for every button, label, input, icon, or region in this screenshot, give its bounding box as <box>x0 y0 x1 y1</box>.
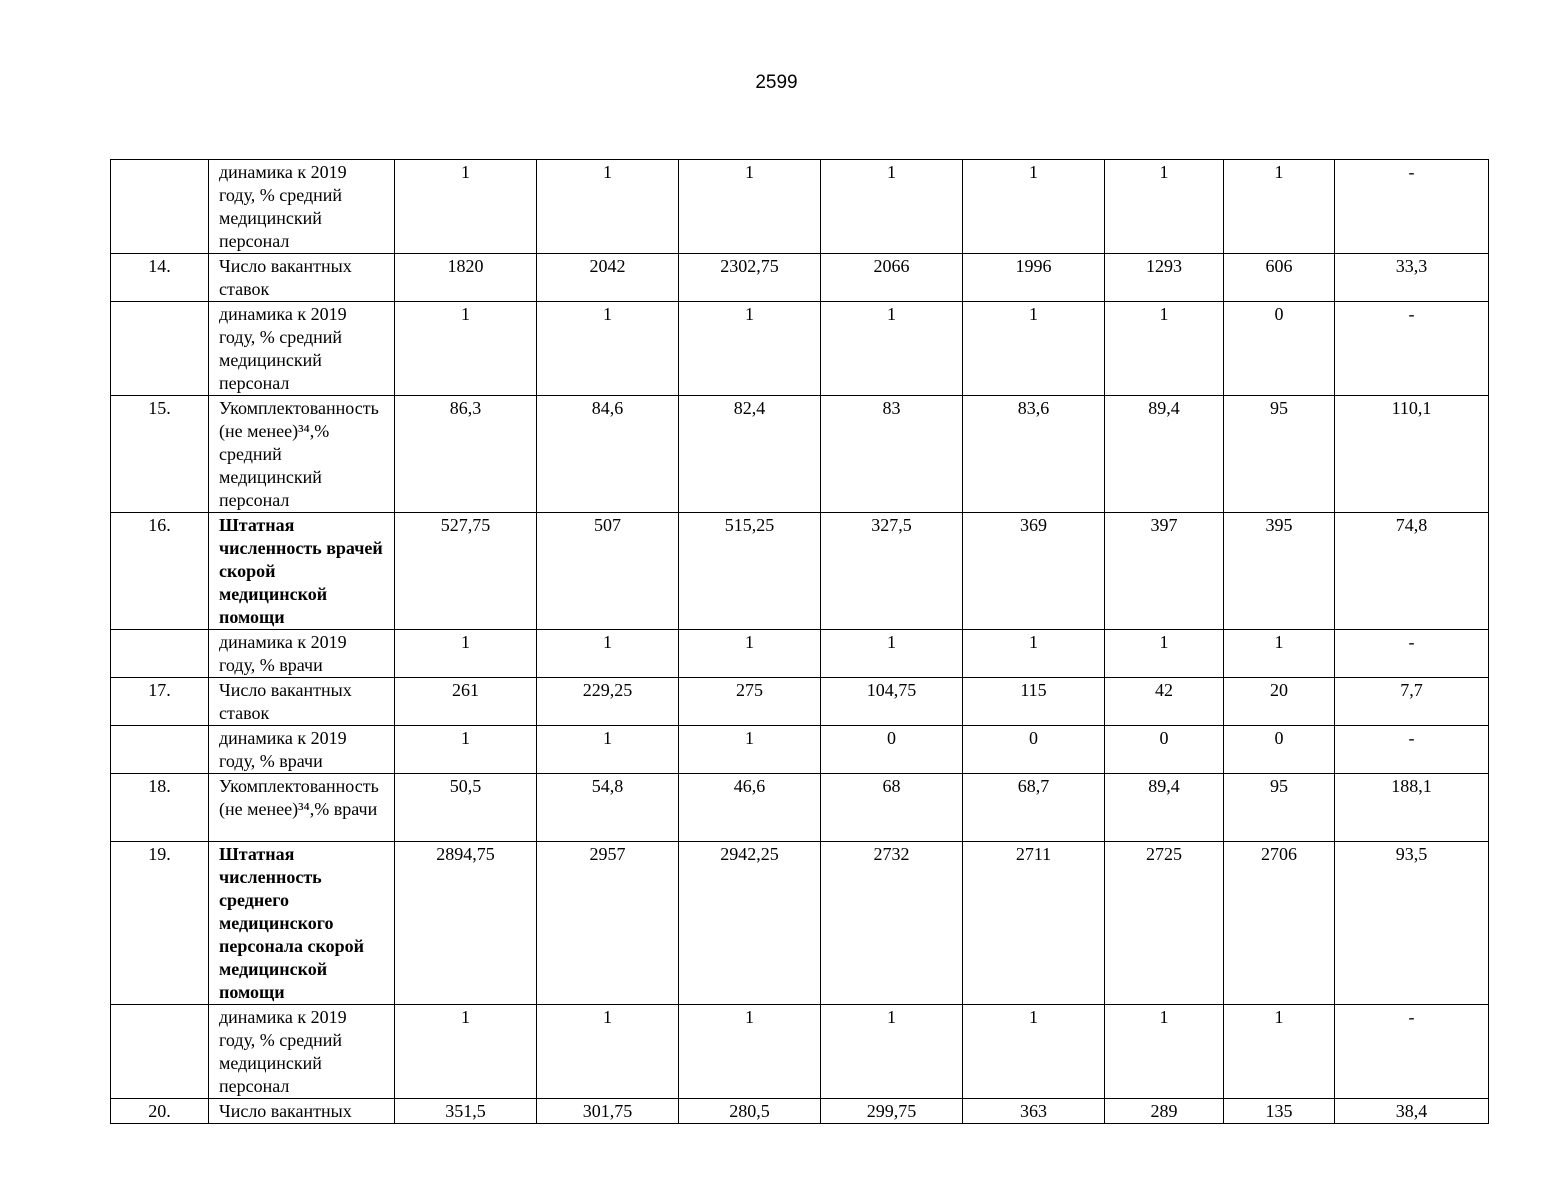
row-number <box>111 1005 209 1099</box>
value-cell: 1 <box>1224 630 1335 678</box>
value-cell: 1 <box>395 630 537 678</box>
value-cell: 104,75 <box>821 678 963 726</box>
value-cell: 42 <box>1105 678 1224 726</box>
value-cell: 1 <box>1105 1005 1224 1099</box>
table-row <box>111 513 1489 630</box>
row-number: 18. <box>111 774 209 842</box>
value-cell: 2711 <box>963 842 1105 1005</box>
value-cell: - <box>1335 1005 1489 1099</box>
value-cell: 1 <box>1224 1005 1335 1099</box>
value-cell: - <box>1335 302 1489 396</box>
value-cell: 54,8 <box>537 774 679 842</box>
value-cell: 0 <box>1105 726 1224 774</box>
value-cell: 515,25 <box>679 513 821 630</box>
value-cell: 1 <box>679 1005 821 1099</box>
row-number <box>111 726 209 774</box>
value-cell: 95 <box>1224 774 1335 842</box>
value-cell: - <box>1335 160 1489 254</box>
table-row <box>111 678 1489 726</box>
value-cell: 1 <box>1105 630 1224 678</box>
value-cell: 1 <box>1105 160 1224 254</box>
value-cell: 38,4 <box>1335 1099 1489 1124</box>
value-cell: 0 <box>821 726 963 774</box>
value-cell: 527,75 <box>395 513 537 630</box>
value-cell: 1 <box>679 302 821 396</box>
value-cell: 84,6 <box>537 396 679 513</box>
value-cell: 33,3 <box>1335 254 1489 302</box>
value-cell: 275 <box>679 678 821 726</box>
row-label: Укомплектованность (не менее)³⁴,% врачи <box>209 774 395 842</box>
value-cell: 86,3 <box>395 396 537 513</box>
table-row <box>111 160 1489 254</box>
value-cell: - <box>1335 630 1489 678</box>
row-number: 17. <box>111 678 209 726</box>
value-cell: 397 <box>1105 513 1224 630</box>
data-table <box>110 159 1489 1124</box>
row-label: динамика к 2019 году, % средний медицинский персонал <box>209 160 395 254</box>
row-label: Штатная численность среднего медицинского персонала скорой медицинской помощи <box>209 842 395 1005</box>
value-cell: 2706 <box>1224 842 1335 1005</box>
value-cell: 74,8 <box>1335 513 1489 630</box>
row-label: динамика к 2019 году, % средний медицинский персонал <box>209 302 395 396</box>
value-cell: 68,7 <box>963 774 1105 842</box>
value-cell: 50,5 <box>395 774 537 842</box>
value-cell: 1 <box>963 1005 1105 1099</box>
value-cell: 1 <box>537 160 679 254</box>
value-cell: 83 <box>821 396 963 513</box>
value-cell: 115 <box>963 678 1105 726</box>
value-cell: 1 <box>963 160 1105 254</box>
value-cell: 89,4 <box>1105 396 1224 513</box>
value-cell: 351,5 <box>395 1099 537 1124</box>
value-cell: 188,1 <box>1335 774 1489 842</box>
value-cell: 1 <box>679 630 821 678</box>
value-cell: 327,5 <box>821 513 963 630</box>
value-cell: 229,25 <box>537 678 679 726</box>
value-cell: 0 <box>1224 302 1335 396</box>
value-cell: 83,6 <box>963 396 1105 513</box>
value-cell: 301,75 <box>537 1099 679 1124</box>
row-number <box>111 302 209 396</box>
value-cell: 1 <box>679 726 821 774</box>
value-cell: 82,4 <box>679 396 821 513</box>
row-label: динамика к 2019 году, % средний медицинский персонал <box>209 1005 395 1099</box>
table-row <box>111 842 1489 1005</box>
value-cell: 1 <box>821 1005 963 1099</box>
value-cell: 2725 <box>1105 842 1224 1005</box>
value-cell: 289 <box>1105 1099 1224 1124</box>
row-label: Число вакантных <box>209 1099 395 1124</box>
value-cell: 95 <box>1224 396 1335 513</box>
value-cell: 2942,25 <box>679 842 821 1005</box>
value-cell: 363 <box>963 1099 1105 1124</box>
value-cell: 507 <box>537 513 679 630</box>
row-number: 16. <box>111 513 209 630</box>
table-row <box>111 726 1489 774</box>
value-cell: 1 <box>537 630 679 678</box>
value-cell: 1 <box>1105 302 1224 396</box>
value-cell: 369 <box>963 513 1105 630</box>
table-row <box>111 630 1489 678</box>
value-cell: 68 <box>821 774 963 842</box>
row-label: Число вакантных ставок <box>209 254 395 302</box>
value-cell: 2066 <box>821 254 963 302</box>
value-cell: 2894,75 <box>395 842 537 1005</box>
table-row <box>111 1099 1489 1124</box>
value-cell: 2302,75 <box>679 254 821 302</box>
row-number <box>111 160 209 254</box>
value-cell: 1293 <box>1105 254 1224 302</box>
value-cell: 2042 <box>537 254 679 302</box>
row-label: динамика к 2019 году, % врачи <box>209 630 395 678</box>
table-body <box>111 160 1489 1124</box>
value-cell: 261 <box>395 678 537 726</box>
value-cell: 1 <box>395 302 537 396</box>
page-number: 2599 <box>755 72 798 93</box>
value-cell: 1 <box>537 726 679 774</box>
value-cell: 1 <box>821 302 963 396</box>
value-cell: 93,5 <box>1335 842 1489 1005</box>
value-cell: 2732 <box>821 842 963 1005</box>
value-cell: 1 <box>963 630 1105 678</box>
value-cell: 1 <box>537 302 679 396</box>
value-cell: 395 <box>1224 513 1335 630</box>
value-cell: 89,4 <box>1105 774 1224 842</box>
row-number: 14. <box>111 254 209 302</box>
value-cell: 46,6 <box>679 774 821 842</box>
value-cell: 1 <box>395 726 537 774</box>
row-label: динамика к 2019 году, % врачи <box>209 726 395 774</box>
table-row <box>111 302 1489 396</box>
value-cell: 1 <box>821 630 963 678</box>
value-cell: 0 <box>963 726 1105 774</box>
row-label: Число вакантных ставок <box>209 678 395 726</box>
value-cell: 1996 <box>963 254 1105 302</box>
value-cell: 1 <box>537 1005 679 1099</box>
value-cell: 1 <box>1224 160 1335 254</box>
table-row <box>111 396 1489 513</box>
value-cell: - <box>1335 726 1489 774</box>
value-cell: 0 <box>1224 726 1335 774</box>
value-cell: 1 <box>821 160 963 254</box>
value-cell: 7,7 <box>1335 678 1489 726</box>
value-cell: 110,1 <box>1335 396 1489 513</box>
value-cell: 606 <box>1224 254 1335 302</box>
value-cell: 1 <box>395 160 537 254</box>
value-cell: 280,5 <box>679 1099 821 1124</box>
value-cell: 299,75 <box>821 1099 963 1124</box>
value-cell: 20 <box>1224 678 1335 726</box>
value-cell: 1820 <box>395 254 537 302</box>
value-cell: 135 <box>1224 1099 1335 1124</box>
table-row <box>111 1005 1489 1099</box>
row-label: Штатная численность врачей скорой медицинской помощи <box>209 513 395 630</box>
value-cell: 2957 <box>537 842 679 1005</box>
value-cell: 1 <box>395 1005 537 1099</box>
row-number: 20. <box>111 1099 209 1124</box>
table-row <box>111 774 1489 842</box>
row-number: 19. <box>111 842 209 1005</box>
row-number: 15. <box>111 396 209 513</box>
table-row <box>111 254 1489 302</box>
value-cell: 1 <box>679 160 821 254</box>
row-number <box>111 630 209 678</box>
value-cell: 1 <box>963 302 1105 396</box>
row-label: Укомплектованность (не менее)³⁴,% средний медицинский персонал <box>209 396 395 513</box>
